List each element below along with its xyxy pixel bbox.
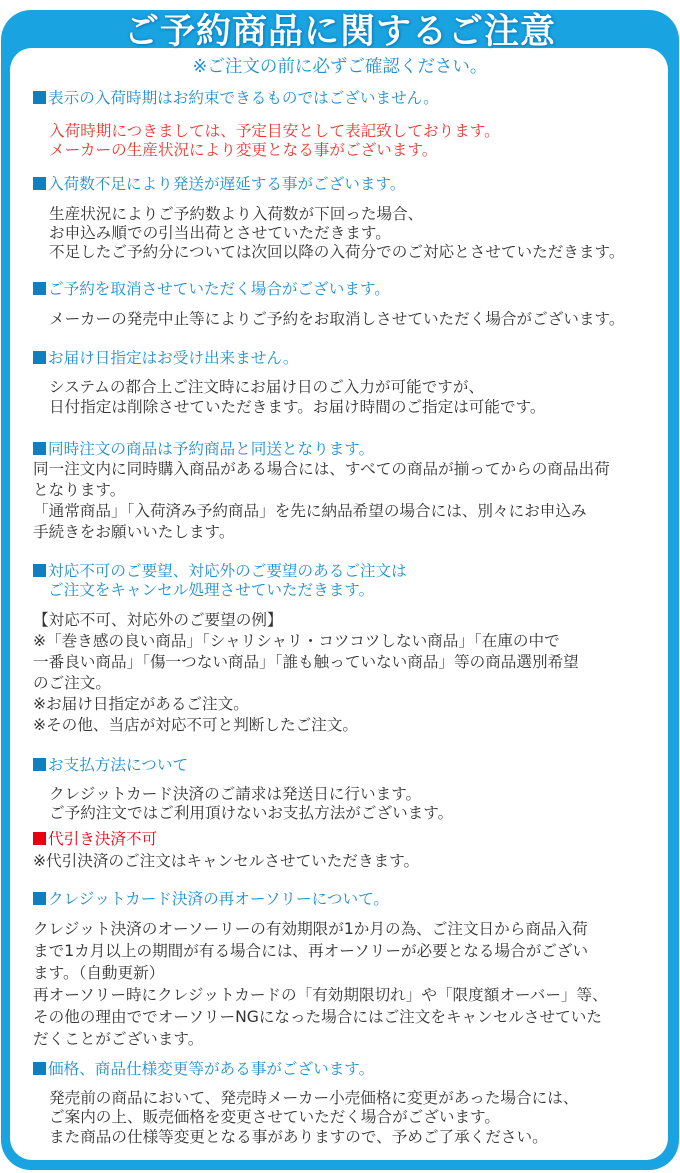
section-heading [33, 348, 298, 368]
section-body-line: お申込み順での引当出荷とさせていただきます。 [49, 224, 391, 242]
section-body-line: 再オーソリー時にクレジットカードの「有効期限切れ」や「限度額オーバー」等、 [33, 986, 608, 1004]
section-body-line: だくことがございます。 [33, 1030, 204, 1048]
square-bullet-icon [33, 442, 46, 455]
section-body-line: システムの都合上ご注文時にお届け日のご入力が可能ですが、 [49, 378, 485, 396]
subtitle: ※ご注文の前に必ずご確認ください。 [192, 57, 488, 77]
section-body-line: ※お届け日指定があるご注文。 [33, 695, 249, 713]
section-body-line: メーカーの生産状況により変更となる事がございます。 [49, 141, 438, 159]
section-body-line: のご注文。 [33, 674, 111, 692]
section-heading [33, 174, 405, 194]
section-heading-text: お届け日指定はお受け出来ません。 [48, 349, 299, 367]
square-bullet-icon [33, 892, 46, 905]
square-bullet-icon [33, 1062, 46, 1075]
section-body-line: また商品の仕様等変更となる事がありますので、予めご了承ください。 [49, 1128, 548, 1146]
square-bullet-icon [33, 282, 46, 295]
square-bullet-icon [33, 351, 46, 364]
section-heading [33, 1059, 374, 1079]
section-heading-text: ご予約を取消させていただく場合がございます。 [48, 280, 390, 298]
section-body-line: 入荷時期につきましては、予定目安として表記致しております。 [49, 122, 500, 140]
square-bullet-icon [33, 758, 46, 771]
section-heading-text: 表示の入荷時期はお約束できるものではございません。 [48, 89, 439, 107]
section-body-line: ※「巻き感の良い商品」「シャリシャリ・コツコツしない商品」「在庫の中で [33, 632, 560, 650]
square-bullet-icon [33, 91, 46, 104]
section-heading [33, 755, 188, 775]
square-bullet-icon [33, 832, 46, 845]
section-heading-text: クレジットカード決済の再オーソリーについて。 [48, 890, 389, 908]
section-body-line: ※その他、当店が対応不可と判断したご注文。 [33, 716, 358, 734]
section-body-line: その他の理由ででオーソリーNGになった場合にはご注文をキャンセルさせていた [33, 1008, 602, 1026]
section-heading [33, 279, 390, 299]
section-body-line: クレジット決済のオーソーリーの有効期限が1か月の為、ご注文日から商品入荷 [33, 920, 588, 938]
section-body-line: 日付指定は削除させていただきます。お届け時間のご指定は可能です。 [49, 398, 546, 416]
section-heading-text: ご注文をキャンセル処理させていただきます。 [48, 581, 375, 599]
section-body-line: 「通常商品」「入荷済み予約商品」を先に納品希望の場合には、別々にお申込み [33, 502, 587, 520]
section-body-line: 同一注文内に同時購入商品がある場合には、すべての商品が揃ってからの商品出荷 [33, 460, 610, 478]
section-body-line: 一番良い商品」「傷一つない商品」「誰も触っていない商品」等の商品選別希望 [33, 653, 579, 671]
section-body-line: ます。（自動更新） [33, 964, 165, 982]
section-body-line: ご案内の上、販売価格を変更させていただく場合がございます。 [49, 1108, 500, 1126]
section-body-line: となります。 [33, 481, 126, 499]
section-heading-text: 代引き決済不可 [48, 830, 158, 848]
section-heading [33, 561, 407, 581]
section-body-line: 生産状況によりご予約数より入荷数が下回った場合、 [49, 205, 424, 223]
page-title: ご予約商品に関するご注意 [123, 12, 556, 52]
section-body-line: まで1カ月以上の期間が有る場合には、再オーソリーが必要となる場合がござい [33, 942, 589, 960]
section-heading [33, 829, 157, 849]
section-heading-text: 同時注文の商品は予約商品と同送となります。 [48, 440, 375, 458]
section-heading [33, 889, 389, 909]
section-body-line: ご予約注文ではご利用頂けないお支払方法がございます。 [49, 804, 454, 822]
section-body-line: クレジットカード決済のご請求は発送日に行います。 [49, 785, 422, 803]
section-body-line: 【対応不可、対応外のご要望の例】 [33, 611, 283, 629]
section-body-line: ※代引決済のご注文はキャンセルさせていただきます。 [33, 852, 420, 870]
section-heading [48, 580, 374, 600]
square-bullet-icon [33, 564, 46, 577]
section-heading [33, 88, 439, 108]
section-body-line: 手続きをお願いいたします。 [33, 523, 235, 541]
section-heading-text: 入荷数不足により発送が遅延する事がございます。 [48, 175, 406, 193]
section-heading-text: お支払方法について [48, 756, 189, 774]
section-body-line: メーカーの発売中止等によりご予約をお取消しさせていただく場合がございます。 [49, 310, 625, 328]
section-body-line: 発売前の商品において、発売時メーカー小売価格に変更があった場合には、 [49, 1089, 579, 1107]
square-bullet-icon [33, 177, 46, 190]
section-heading [33, 439, 374, 459]
section-heading-text: 対応不可のご要望、対応外のご要望のあるご注文は [48, 562, 407, 580]
section-body-line: 不足したご予約分については次回以降の入荷分でのご対応とさせていただきます。 [49, 243, 625, 261]
section-heading-text: 価格、商品仕様変更等がある事がございます。 [48, 1060, 375, 1078]
